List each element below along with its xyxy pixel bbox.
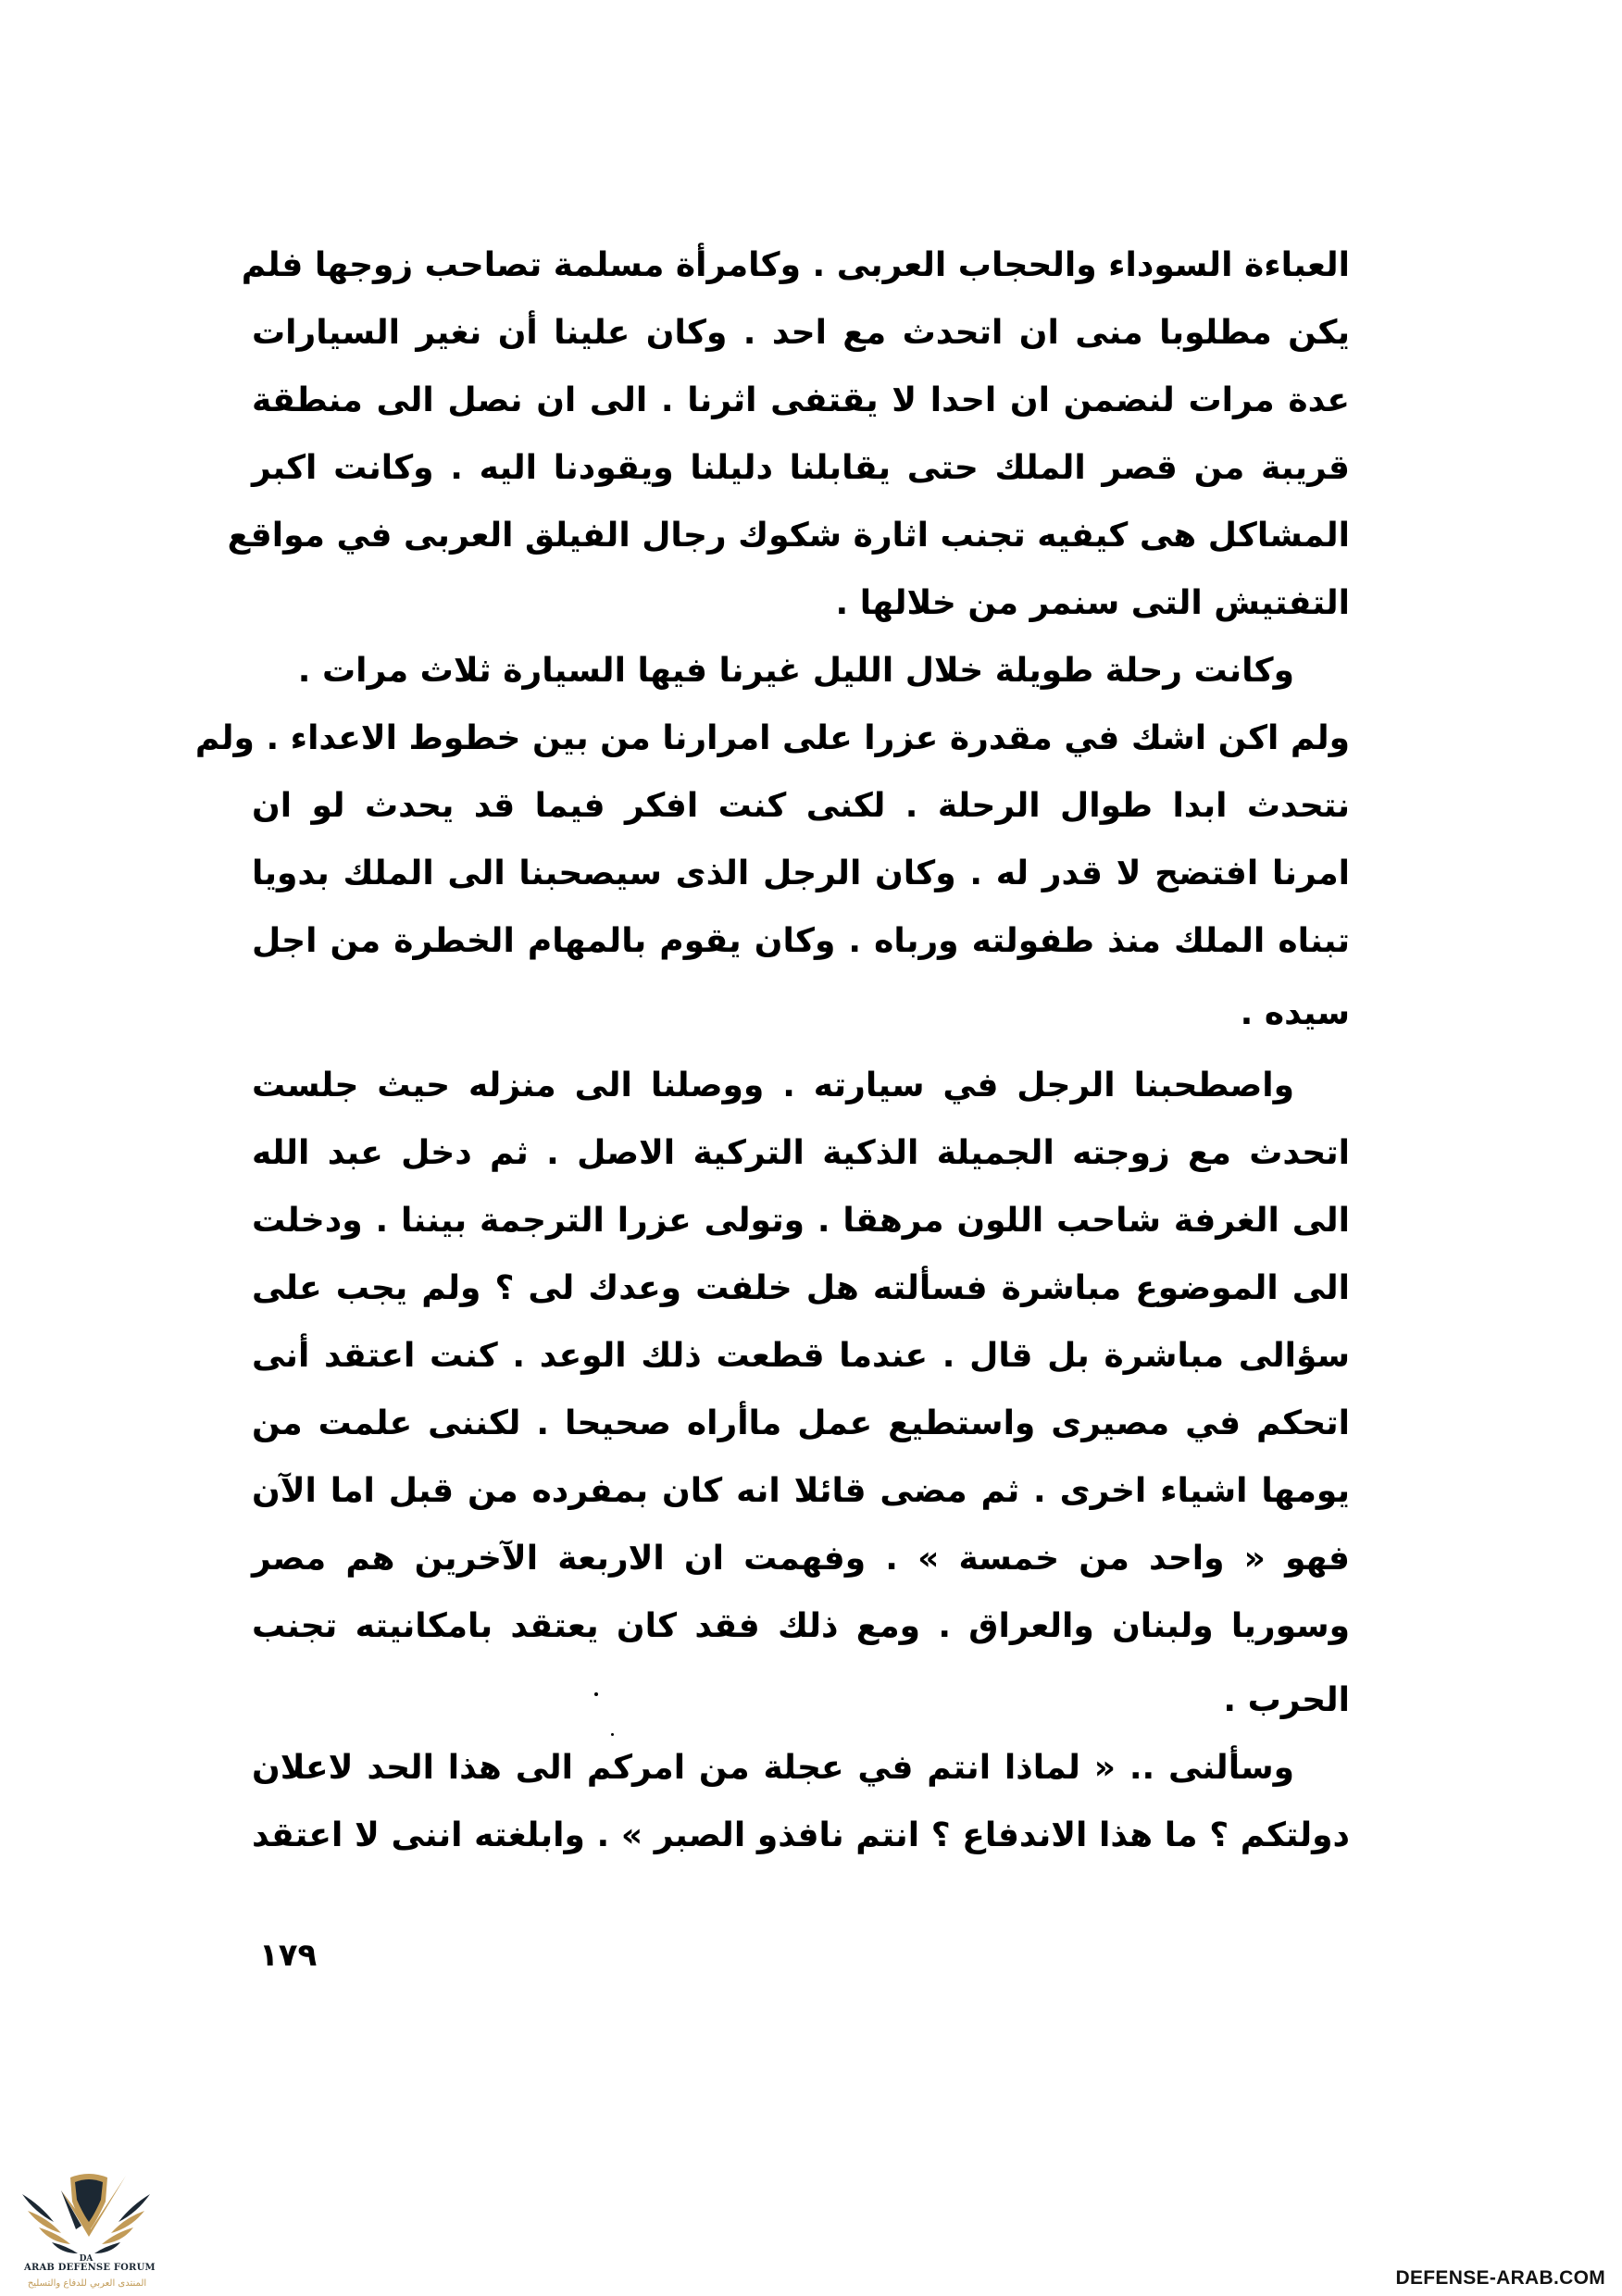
text-line: وسوريا ولبنان والعراق . ومع ذلك فقد كان يعتقد بامكانيته تجنب xyxy=(252,1607,1350,1645)
text-line: الى الغرفة شاحب اللون مرهقا . وتولى عزرا الترجمة بيننا . ودخلت xyxy=(252,1202,1350,1240)
site-url-watermark: DEFENSE-ARAB.COM xyxy=(1395,2267,1605,2289)
logo-name-english: ARAB DEFENSE FORUM xyxy=(24,2263,156,2273)
text-line: العباءة السوداء والحجاب العربى . وكامرأة مسلمة تصاحب زوجها فلم xyxy=(241,246,1350,284)
text-line: ولم اكن اشك في مقدرة عزرا على امرارنا من بين خطوط الاعداء . ولم xyxy=(194,719,1350,757)
text-line: اتحكم في مصيرى واستطيع عمل ماأراه صحيحا . لكننى علمت من xyxy=(252,1404,1350,1442)
text-line: يكن مطلوبا منى ان اتحدث مع احد . وكان علينا أن نغير السيارات xyxy=(252,314,1350,352)
text-line: يومها اشياء اخرى . ثم مضى قائلا انه كان بمفرده من قبل اما الآن xyxy=(252,1472,1350,1510)
logo-monogram: DA xyxy=(79,2254,94,2264)
text-line: عدة مرات لنضمن ان احدا لا يقتفى اثرنا . الى ان نصل الى منطقة xyxy=(252,381,1350,419)
text-line: فهو « واحد من خمسة » . وفهمت ان الاربعة الآخرين هم مصر xyxy=(252,1540,1350,1578)
text-line: قريبة من قصر الملك حتى يقابلنا دليلنا ويقودنا اليه . وكانت اكبر xyxy=(252,449,1350,487)
text-line: سؤالى مباشرة بل قال . عندما قطعت ذلك الوعد . كنت اعتقد أنى xyxy=(252,1337,1350,1375)
text-line: التفتيش التى سنمر من خلالها . xyxy=(835,584,1350,622)
scan-speck xyxy=(611,1733,614,1736)
text-line: الحرب . xyxy=(1223,1681,1350,1719)
logo-name-arabic: المنتدى العربي للدفاع والتسليح xyxy=(27,2278,147,2289)
text-line: دولتكم ؟ ما هذا الاندفاع ؟ انتم نافذو الصبر » . وابلغته اننى لا اعتقد xyxy=(252,1816,1350,1854)
paragraph-first-line: وسألنى .. « لماذا انتم في عجلة من امركم الى هذا الحد لاعلان xyxy=(252,1749,1294,1787)
text-line: نتحدث ابدا طوال الرحلة . لكنى كنت افكر فيما قد يحدث لو ان xyxy=(252,787,1350,825)
arab-defense-forum-logo-icon xyxy=(7,2157,165,2264)
text-line: اتحدث مع زوجته الجميلة الذكية التركية الاصل . ثم دخل عبد الله xyxy=(252,1134,1350,1172)
paragraph-first-line: وكانت رحلة طويلة خلال الليل غيرنا فيها السيارة ثلاث مرات . xyxy=(297,652,1294,690)
text-line: تبناه الملك منذ طفولته ورباه . وكان يقوم بالمهام الخطرة من اجل xyxy=(252,922,1350,960)
text-line: امرنا افتضح لا قدر له . وكان الرجل الذى سيصحبنا الى الملك بدويا xyxy=(252,855,1350,892)
text-line: الى الموضوع مباشرة فسألته هل خلفت وعدك لى ؟ ولم يجب على xyxy=(252,1269,1350,1307)
scan-speck xyxy=(594,1692,598,1696)
paragraph-first-line: واصطحبنا الرجل في سيارته . ووصلنا الى منزله حيث جلست xyxy=(252,1067,1294,1104)
page-number: ١٧٩ xyxy=(259,1937,318,1974)
text-line: المشاكل هى كيفيه تجنب اثارة شكوك رجال الفيلق العربى في مواقع xyxy=(227,517,1350,555)
text-line: سيده . xyxy=(1240,994,1350,1032)
